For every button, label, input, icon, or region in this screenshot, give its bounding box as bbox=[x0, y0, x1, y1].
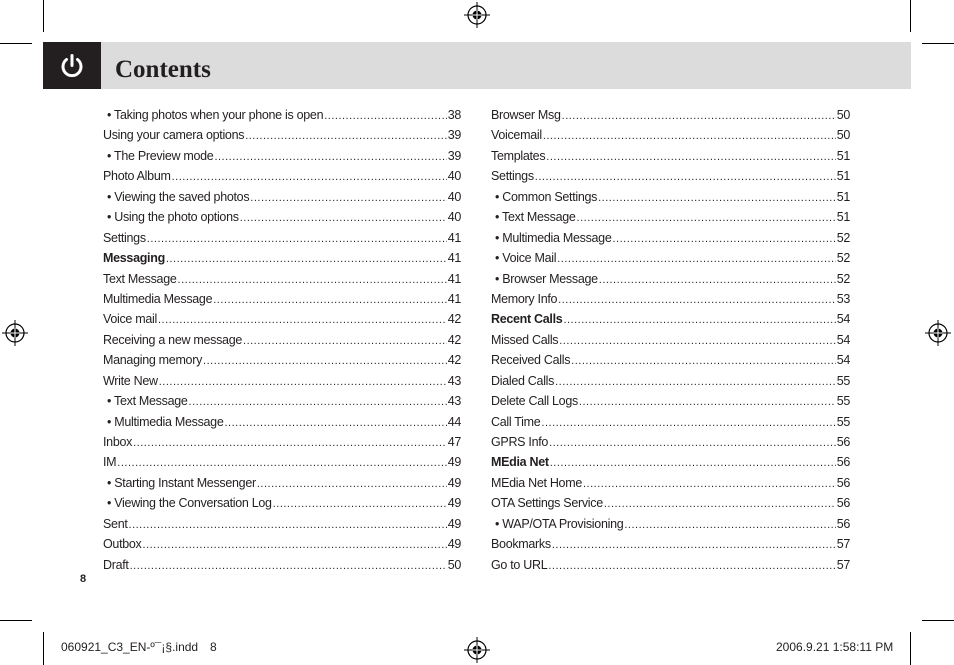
page-number: 8 bbox=[80, 573, 87, 585]
toc-leader-dots bbox=[117, 453, 446, 473]
toc-leader-dots bbox=[562, 106, 836, 126]
toc-entry[interactable] bbox=[103, 432, 461, 452]
toc-entry[interactable] bbox=[491, 207, 850, 227]
toc-entry-label: • Voice Mail bbox=[495, 251, 557, 266]
toc-entry-page: 53 bbox=[836, 291, 850, 306]
toc-entry-label: Text Message bbox=[103, 271, 177, 286]
registration-mark-icon bbox=[464, 637, 490, 663]
toc-entry[interactable] bbox=[491, 248, 850, 268]
toc-entry[interactable] bbox=[103, 125, 461, 145]
toc-entry[interactable] bbox=[491, 228, 850, 248]
footer-filename: 060921_C3_EN-º¯¡§.indd bbox=[61, 640, 199, 654]
toc-entry[interactable] bbox=[491, 514, 850, 534]
toc-entry-label: GPRS Info bbox=[491, 435, 549, 449]
toc-entry-page: 39 bbox=[447, 148, 461, 163]
footer-timestamp: 2006.9.21 1:58:11 PM bbox=[776, 640, 894, 654]
toc-entry-page: 51 bbox=[836, 169, 850, 184]
toc-entry[interactable] bbox=[103, 228, 461, 248]
power-icon bbox=[58, 52, 86, 80]
toc-leader-dots bbox=[257, 474, 447, 494]
toc-entry-label: Received Calls bbox=[491, 353, 571, 368]
toc-entry-label: Recent Calls bbox=[491, 312, 563, 327]
toc-entry-page: 44 bbox=[447, 414, 461, 429]
toc-entry[interactable] bbox=[103, 350, 461, 370]
toc-entry[interactable] bbox=[491, 555, 850, 575]
toc-entry-page: 54 bbox=[836, 332, 850, 347]
toc-entry-label: Outbox bbox=[103, 537, 142, 552]
toc-entry-page: 54 bbox=[836, 353, 850, 368]
toc-entry-page: 47 bbox=[447, 435, 461, 449]
toc-entry-page: 52 bbox=[836, 271, 850, 286]
toc-entry-page: 42 bbox=[447, 332, 461, 347]
toc-entry-page: 54 bbox=[836, 312, 850, 327]
toc-entry-page: 56 bbox=[836, 516, 850, 531]
toc-leader-dots bbox=[250, 188, 446, 208]
page-title: Contents bbox=[115, 56, 211, 83]
toc-leader-dots bbox=[557, 249, 835, 269]
toc-entry-label: Browser Msg bbox=[491, 108, 561, 122]
toc-leader-dots bbox=[563, 310, 835, 330]
toc-entry-label: Delete Call Logs bbox=[491, 394, 578, 409]
toc-leader-dots bbox=[571, 351, 836, 371]
toc-entry-page: 57 bbox=[836, 557, 850, 572]
toc-leader-dots bbox=[599, 270, 836, 290]
toc-leader-dots bbox=[583, 474, 836, 494]
toc-entry-label: Call Time bbox=[491, 414, 541, 429]
toc-entry-label: • Browser Message bbox=[495, 271, 598, 286]
toc-entry-label: Managing memory bbox=[103, 353, 203, 368]
toc-entry-label: Go to URL bbox=[491, 557, 548, 572]
toc-leader-dots bbox=[147, 229, 447, 249]
toc-entry-page: 56 bbox=[836, 475, 850, 490]
toc-entry[interactable] bbox=[491, 452, 850, 472]
toc-entry-label: Photo Album bbox=[103, 169, 171, 184]
toc-entry[interactable] bbox=[491, 371, 850, 391]
toc-entry-page: 55 bbox=[836, 414, 850, 429]
toc-entry-page: 40 bbox=[447, 169, 461, 184]
toc-leader-dots bbox=[214, 147, 446, 167]
toc-leader-dots bbox=[577, 208, 836, 228]
toc-leader-dots bbox=[178, 270, 447, 290]
toc-entry-label: Inbox bbox=[103, 435, 133, 449]
toc-entry-label: Voice mail bbox=[103, 312, 157, 327]
toc-leader-dots bbox=[172, 167, 447, 187]
toc-entry-label: Receiving a new message bbox=[103, 332, 243, 347]
toc-entry[interactable] bbox=[491, 105, 850, 125]
toc-leader-dots bbox=[189, 392, 447, 412]
toc-entry-page: 49 bbox=[447, 516, 461, 531]
toc-leader-dots bbox=[213, 290, 446, 310]
toc-leader-dots bbox=[555, 372, 836, 392]
toc-entry-page: 50 bbox=[836, 128, 850, 143]
toc-entry[interactable] bbox=[103, 289, 461, 309]
toc-entry[interactable] bbox=[103, 452, 461, 472]
toc-entry-label: • WAP/OTA Provisioning bbox=[495, 516, 624, 531]
toc-entry-label: Using your camera options bbox=[103, 128, 245, 143]
toc-entry[interactable] bbox=[491, 412, 850, 432]
toc-entry-label: • Text Message bbox=[495, 210, 576, 225]
toc-leader-dots bbox=[559, 331, 835, 351]
toc-right-column bbox=[491, 105, 850, 575]
toc-entry-page: 41 bbox=[447, 230, 461, 245]
toc-entry[interactable] bbox=[491, 391, 850, 411]
toc-entry-page: 49 bbox=[447, 496, 461, 511]
toc-entry-label: • Starting Instant Messenger bbox=[107, 475, 256, 490]
toc-entry-page: 39 bbox=[447, 128, 461, 143]
toc-leader-dots bbox=[552, 535, 836, 555]
toc-entry-label: • The Preview mode bbox=[107, 148, 214, 163]
toc-leader-dots bbox=[143, 535, 447, 555]
toc-entry-label: • Viewing the Conversation Log bbox=[107, 496, 272, 511]
toc-leader-dots bbox=[324, 106, 446, 126]
toc-entry-label: • Taking photos when your phone is open bbox=[107, 108, 324, 122]
toc-entry-page: 43 bbox=[447, 394, 461, 409]
toc-entry[interactable] bbox=[103, 555, 461, 575]
toc-leader-dots bbox=[203, 351, 447, 371]
toc-entry[interactable] bbox=[103, 330, 461, 350]
registration-mark-icon bbox=[464, 2, 490, 28]
crop-mark bbox=[910, 0, 911, 32]
toc-entry[interactable] bbox=[103, 493, 461, 513]
toc-entry-label: Bookmarks bbox=[491, 537, 551, 552]
toc-entry-label: Missed Calls bbox=[491, 332, 559, 347]
toc-entry-page: 42 bbox=[447, 312, 461, 327]
toc-entry-label: Messaging bbox=[103, 251, 165, 266]
toc-entry-label: Draft bbox=[103, 557, 129, 572]
toc-entry[interactable] bbox=[491, 493, 850, 513]
toc-entry-label: • Viewing the saved photos bbox=[107, 189, 250, 204]
toc-entry[interactable] bbox=[103, 105, 461, 125]
toc-entry-label: Settings bbox=[491, 169, 534, 184]
toc-entry-label: MEdia Net bbox=[491, 455, 549, 470]
toc-entry[interactable] bbox=[103, 371, 461, 391]
power-icon-box bbox=[43, 42, 101, 89]
toc-entry-page: 41 bbox=[447, 271, 461, 286]
toc-entry[interactable] bbox=[103, 248, 461, 268]
toc-entry-label: IM bbox=[103, 455, 117, 470]
toc-entry-page: 50 bbox=[836, 108, 850, 122]
toc-entry[interactable] bbox=[491, 432, 850, 452]
toc-leader-dots bbox=[549, 433, 836, 453]
toc-leader-dots bbox=[543, 126, 836, 146]
toc-entry-page: 51 bbox=[836, 148, 850, 163]
toc-entry-page: 49 bbox=[447, 537, 461, 552]
toc-entry-page: 49 bbox=[447, 475, 461, 490]
toc-entry-label: • Common Settings bbox=[495, 189, 598, 204]
toc-leader-dots bbox=[129, 515, 447, 535]
toc-entry[interactable] bbox=[491, 146, 850, 166]
crop-mark bbox=[922, 620, 954, 621]
toc-entry[interactable] bbox=[103, 534, 461, 554]
toc-leader-dots bbox=[273, 494, 447, 514]
toc-leader-dots bbox=[604, 494, 836, 514]
toc-left-column bbox=[103, 105, 461, 575]
toc-leader-dots bbox=[558, 290, 836, 310]
toc-leader-dots bbox=[548, 556, 835, 576]
toc-entry-page: 52 bbox=[836, 251, 850, 266]
toc-entry[interactable] bbox=[103, 207, 461, 227]
toc-entry[interactable] bbox=[103, 391, 461, 411]
crop-mark bbox=[43, 632, 44, 665]
toc-entry-page: 52 bbox=[836, 230, 850, 245]
toc-entry-label: • Text Message bbox=[107, 394, 188, 409]
toc-leader-dots bbox=[550, 453, 836, 473]
toc-entry[interactable] bbox=[491, 534, 850, 554]
toc-leader-dots bbox=[166, 249, 447, 269]
toc-leader-dots bbox=[598, 188, 836, 208]
crop-mark bbox=[0, 620, 32, 621]
toc-entry-page: 43 bbox=[447, 373, 461, 388]
toc-entry-label: Dialed Calls bbox=[491, 373, 555, 388]
toc-entry[interactable] bbox=[491, 289, 850, 309]
toc-entry-label: Memory Info bbox=[491, 291, 558, 306]
toc-entry[interactable] bbox=[103, 412, 461, 432]
toc-entry[interactable] bbox=[491, 309, 850, 329]
toc-entry[interactable] bbox=[103, 309, 461, 329]
toc-leader-dots bbox=[624, 515, 835, 535]
toc-entry-page: 49 bbox=[447, 455, 461, 470]
toc-entry[interactable] bbox=[103, 269, 461, 289]
contents-header bbox=[43, 42, 911, 89]
registration-mark-icon bbox=[2, 320, 28, 346]
toc-leader-dots bbox=[546, 147, 835, 167]
toc-leader-dots bbox=[541, 413, 835, 433]
toc-entry[interactable] bbox=[491, 350, 850, 370]
toc-entry-page: 56 bbox=[836, 496, 850, 511]
toc-leader-dots bbox=[612, 229, 835, 249]
toc-entry[interactable] bbox=[491, 166, 850, 186]
toc-entry-page: 57 bbox=[836, 537, 850, 552]
toc-entry-page: 55 bbox=[836, 394, 850, 409]
toc-entry-label: • Multimedia Message bbox=[495, 230, 612, 245]
toc-entry[interactable] bbox=[491, 473, 850, 493]
toc-entry[interactable] bbox=[103, 514, 461, 534]
toc-leader-dots bbox=[240, 208, 447, 228]
toc-entry-page: 38 bbox=[447, 108, 461, 122]
toc-entry-page: 40 bbox=[447, 189, 461, 204]
toc-leader-dots bbox=[159, 372, 447, 392]
toc-entry-page: 56 bbox=[836, 455, 850, 470]
toc-leader-dots bbox=[243, 331, 447, 351]
toc-entry-page: 56 bbox=[836, 435, 850, 449]
toc-entry-page: 51 bbox=[836, 210, 850, 225]
toc-entry[interactable] bbox=[491, 187, 850, 207]
toc-entry[interactable] bbox=[103, 473, 461, 493]
toc-entry-label: • Multimedia Message bbox=[107, 414, 224, 429]
toc-entry-page: 50 bbox=[447, 557, 461, 572]
crop-mark bbox=[922, 43, 954, 44]
toc-entry-label: • Using the photo options bbox=[107, 210, 239, 225]
toc-leader-dots bbox=[133, 433, 447, 453]
toc-entry-label: MEdia Net Home bbox=[491, 475, 582, 490]
toc-entry-page: 51 bbox=[836, 189, 850, 204]
toc-leader-dots bbox=[245, 126, 447, 146]
toc-entry-label: Write New bbox=[103, 373, 158, 388]
toc-leader-dots bbox=[158, 310, 447, 330]
toc-entry-label: Voicemail bbox=[491, 128, 542, 143]
footer-page: 8 bbox=[210, 640, 217, 654]
toc-entry[interactable] bbox=[491, 125, 850, 145]
toc-entry[interactable] bbox=[491, 269, 850, 289]
toc-entry-page: 41 bbox=[447, 251, 461, 266]
toc-entry-label: Templates bbox=[491, 148, 546, 163]
crop-mark bbox=[43, 0, 44, 32]
registration-mark-icon bbox=[925, 320, 951, 346]
toc-entry-page: 42 bbox=[447, 353, 461, 368]
toc-entry[interactable] bbox=[103, 166, 461, 186]
toc-leader-dots bbox=[535, 167, 836, 187]
crop-mark bbox=[0, 43, 32, 44]
toc-leader-dots bbox=[224, 413, 446, 433]
toc-entry-label: OTA Settings Service bbox=[491, 496, 603, 511]
toc-entry-label: Multimedia Message bbox=[103, 291, 213, 306]
toc-entry-label: Settings bbox=[103, 230, 146, 245]
toc-leader-dots bbox=[130, 556, 447, 576]
toc-entry-label: Sent bbox=[103, 516, 128, 531]
toc-entry[interactable] bbox=[103, 187, 461, 207]
toc-entry-page: 55 bbox=[836, 373, 850, 388]
toc-entry-page: 40 bbox=[447, 210, 461, 225]
toc-entry-page: 41 bbox=[447, 291, 461, 306]
toc-leader-dots bbox=[579, 392, 836, 412]
crop-mark bbox=[910, 632, 911, 665]
toc-entry[interactable] bbox=[491, 330, 850, 350]
toc-entry[interactable] bbox=[103, 146, 461, 166]
